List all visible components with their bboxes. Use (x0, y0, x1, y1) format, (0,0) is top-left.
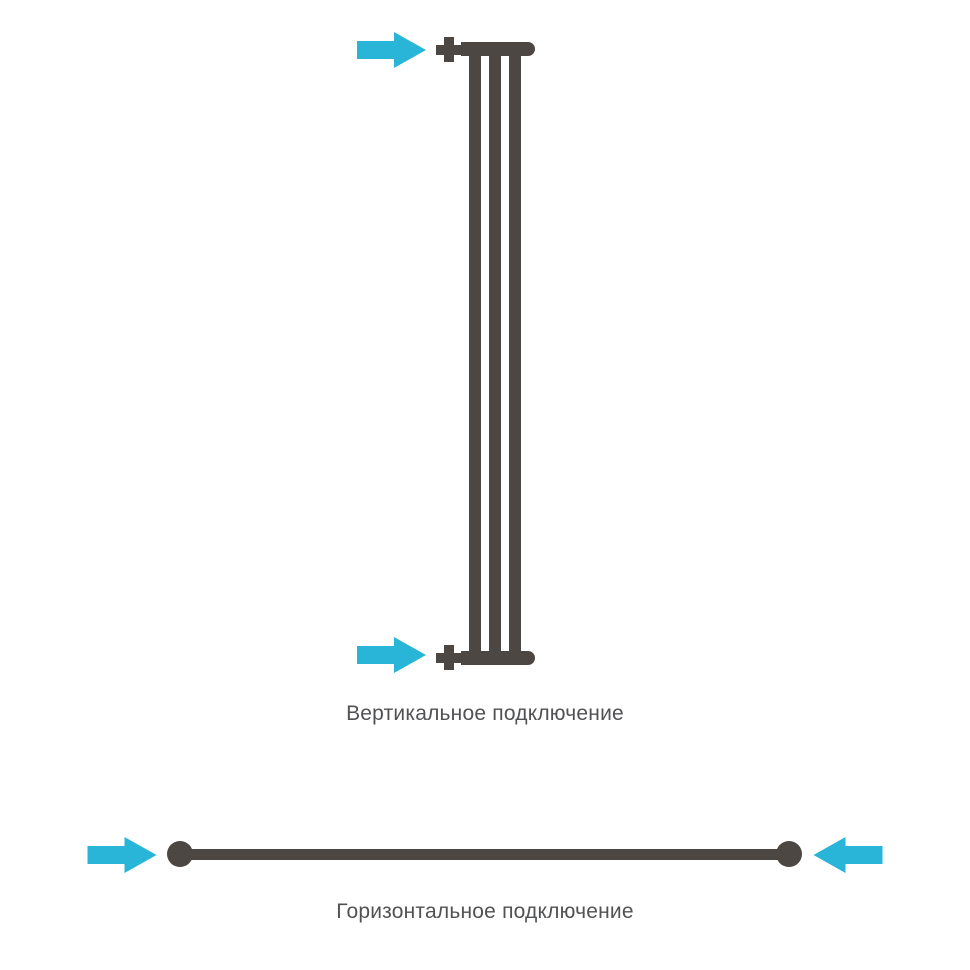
horizontal-connection-label: Горизонтальное подключение (336, 900, 634, 923)
rail-tube-1 (469, 50, 481, 658)
left-inlet-arrow-right-icon (87, 836, 158, 874)
rail-tube-3 (509, 50, 521, 658)
bottom-fitting-nut (444, 645, 454, 670)
pipe-right-end-dot (776, 841, 802, 867)
top-fitting-nut (444, 37, 454, 62)
top-inlet-arrow-right-icon (357, 31, 427, 69)
vertical-connection-label: Вертикальное подключение (346, 702, 624, 725)
bottom-fitting-connector (454, 653, 464, 663)
bottom-inlet-arrow-right-icon (357, 636, 427, 674)
rail-tube-2 (489, 50, 501, 658)
horizontal-pipe-line (180, 849, 789, 860)
right-inlet-arrow-left-icon (812, 836, 883, 874)
horizontal-connection-figure (0, 740, 970, 970)
